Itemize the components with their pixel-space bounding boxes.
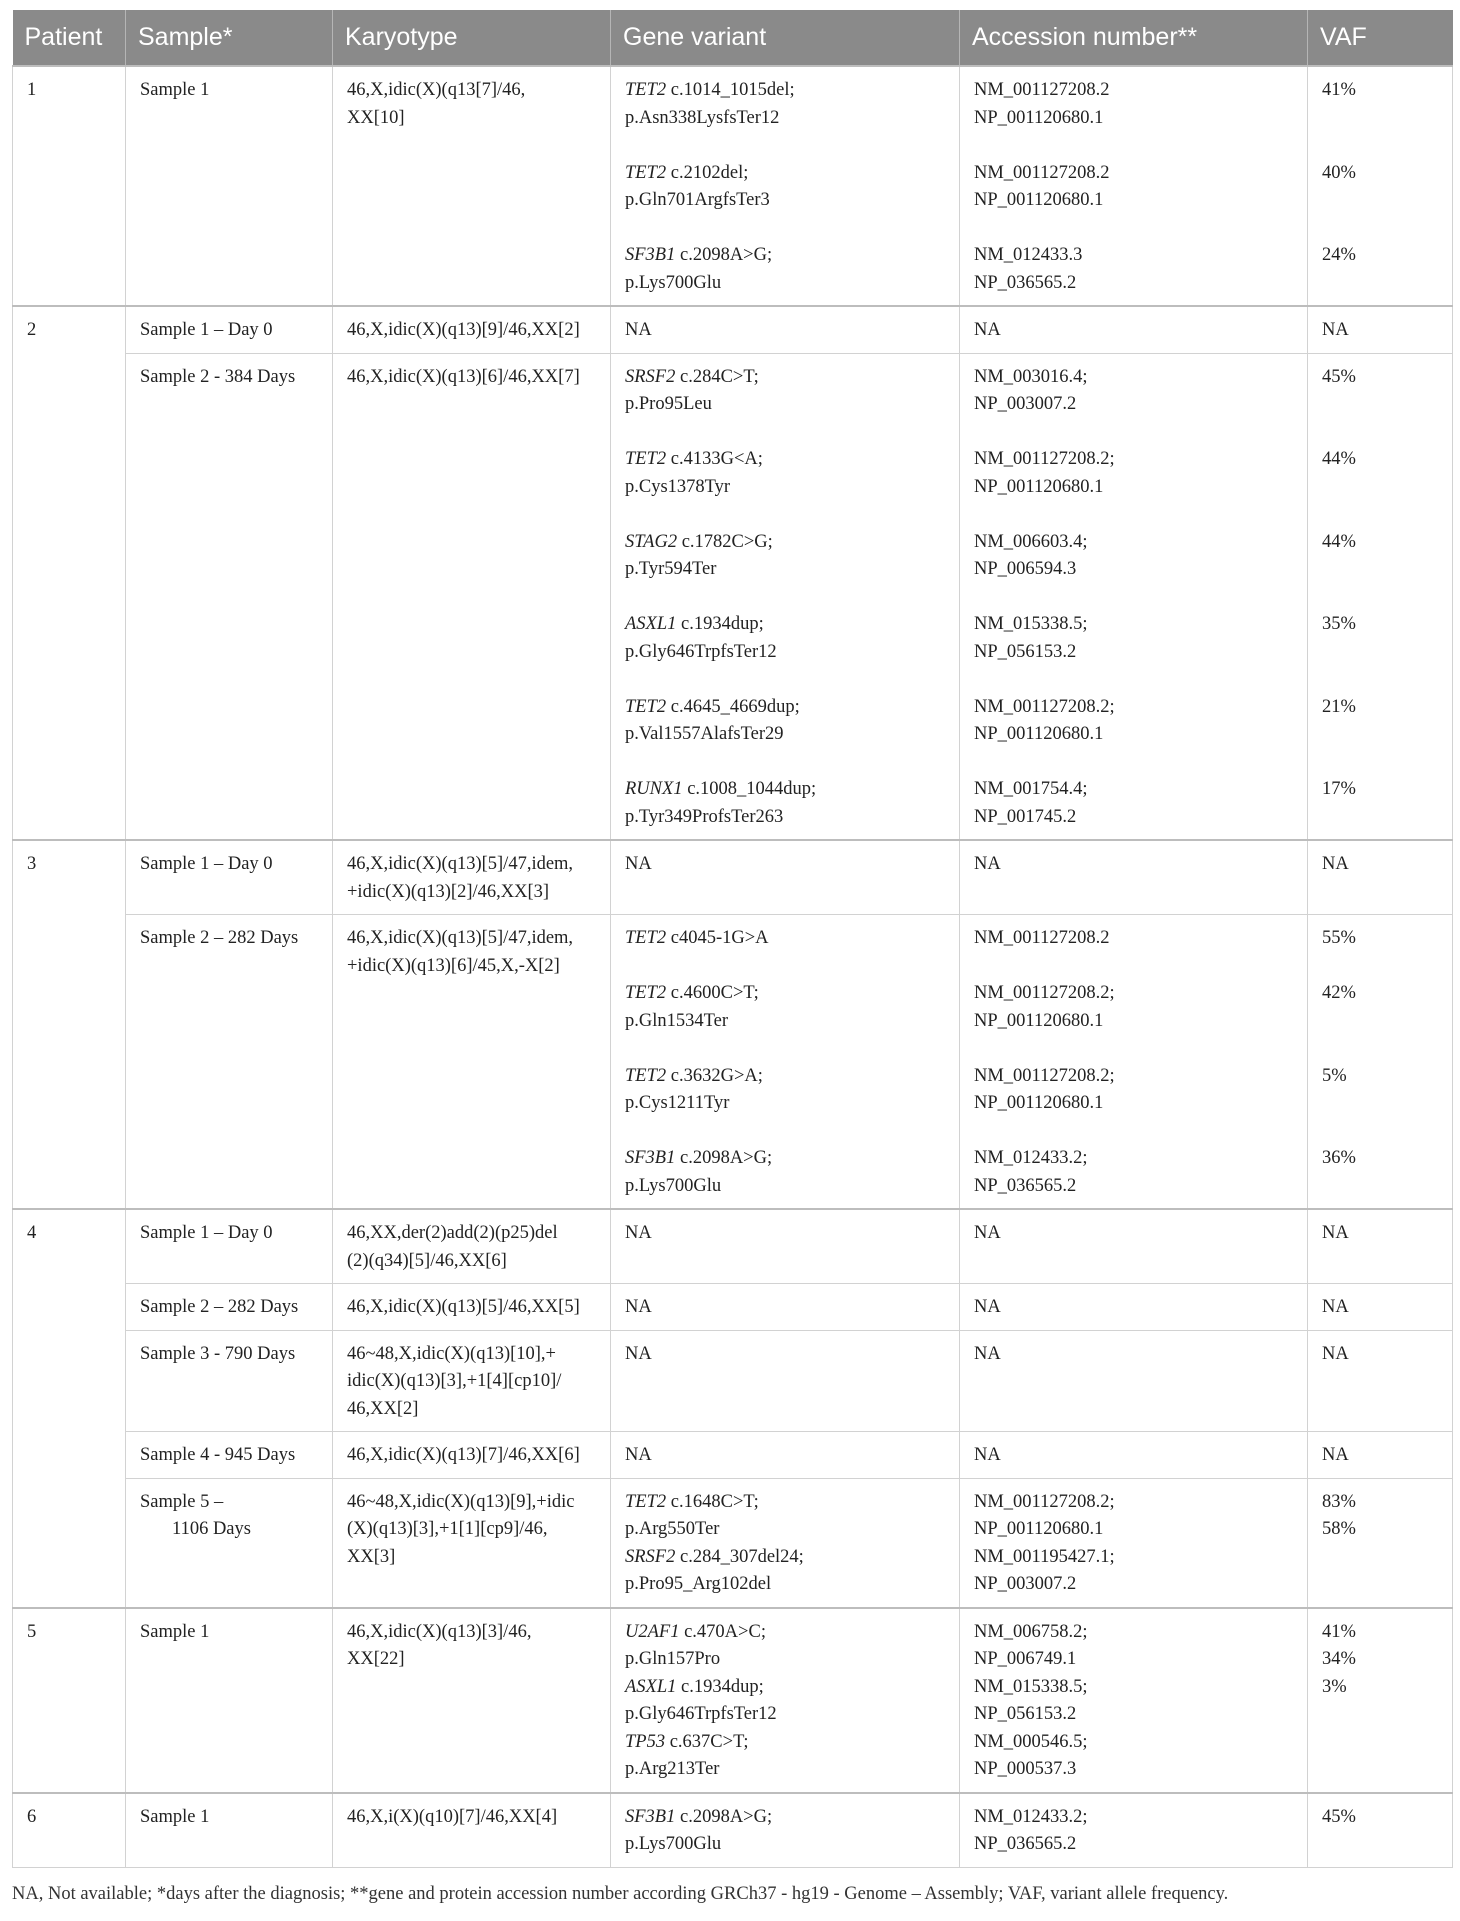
sample-cell: Sample 2 - 384 Days — [126, 353, 333, 840]
karyotype-cell: 46,X,idic(X)(q13[7]/46, XX[10] — [333, 66, 611, 306]
patient-id: 3 — [13, 840, 126, 1209]
patient-id: 4 — [13, 1209, 126, 1608]
accession-cell: NM_001127208.2; NP_001120680.1 NM_001195427.1; NP_003007.2 — [960, 1478, 1308, 1608]
table-row — [13, 1432, 1453, 1479]
patient-group-2 — [13, 306, 1453, 840]
table-row — [13, 1608, 1453, 1793]
gene-variant-cell: NA — [611, 306, 960, 353]
gene-variant-cell: NA — [611, 1209, 960, 1284]
karyotype-cell: 46,X,idic(X)(q13)[7]/46,XX[6] — [333, 1432, 611, 1479]
vaf-cell: NA — [1308, 1209, 1453, 1284]
accession-cell: NA — [960, 1330, 1308, 1432]
gene-name: SF3B1 — [625, 1148, 676, 1168]
vaf-cell: NA — [1308, 306, 1453, 353]
karyotype-cell: 46,X,i(X)(q10)[7]/46,XX[4] — [333, 1793, 611, 1868]
vaf-cell: 55% 42% 5% 36% — [1308, 915, 1453, 1210]
karyotype-cell: 46,X,idic(X)(q13)[3]/46, XX[22] — [333, 1608, 611, 1793]
karyotype-cell: 46,X,idic(X)(q13)[5]/47,idem, +idic(X)(q13)[2]/46,XX[3] — [333, 840, 611, 915]
accession-cell: NA — [960, 1284, 1308, 1331]
patient-group-6 — [13, 1793, 1453, 1868]
gene-name: ASXL1 — [625, 614, 677, 634]
vaf-cell: 83% 58% — [1308, 1478, 1453, 1608]
patient-id: 2 — [13, 306, 126, 840]
sample-cell: Sample 1 — [126, 1608, 333, 1793]
sample-cell: Sample 4 - 945 Days — [126, 1432, 333, 1479]
sample-cell: Sample 2 – 282 Days — [126, 915, 333, 1210]
table-row — [13, 306, 1453, 353]
gene-name: TET2 — [625, 983, 667, 1003]
table-row — [13, 1478, 1453, 1608]
sample-cell: Sample 1 – Day 0 — [126, 840, 333, 915]
accession-cell: NA — [960, 1209, 1308, 1284]
gene-variant-cell: SRSF2 c.284C>T; p.Pro95Leu TET2 c.4133G<A; p.Cys1378Tyr STAG2 c.1782C>G; p.Tyr594Ter ASXL1 c.1934dup; p.Gly646TrpfsTer12 TET2 c.4645_4669dup; p.Val1557AlafsTer29 RUNX1 c.1008_1044dup; p.Tyr349ProfsTer263 — [611, 353, 960, 840]
karyotype-cell: 46,X,idic(X)(q13)[9]/46,XX[2] — [333, 306, 611, 353]
header-patient: Patient — [13, 10, 126, 66]
accession-cell: NM_001127208.2 NM_001127208.2; NP_001120680.1 NM_001127208.2; NP_001120680.1 NM_012433.2; NP_036565.2 — [960, 915, 1308, 1210]
gene-variant-cell: TET2 c.1014_1015del; p.Asn338LysfsTer12 TET2 c.2102del; p.Gln701ArgfsTer3 SF3B1 c.2098A>G; p.Lys700Glu — [611, 66, 960, 306]
header-vaf: VAF — [1308, 10, 1453, 66]
table-footnote: NA, Not available; *days after the diagnosis; **gene and protein accession number according GRCh37 - hg19 - Genome – Assembly; VAF, variant allele frequency. — [12, 1884, 1229, 1904]
header-row — [13, 10, 1453, 66]
sample-cell: Sample 1 — [126, 66, 333, 306]
accession-cell: NM_003016.4; NP_003007.2 NM_001127208.2; NP_001120680.1 NM_006603.4; NP_006594.3 NM_015338.5; NP_056153.2 NM_001127208.2; NP_001120680.1 NM_001754.4; NP_001745.2 — [960, 353, 1308, 840]
karyotype-cell: 46,X,idic(X)(q13)[6]/46,XX[7] — [333, 353, 611, 840]
sample-cell: Sample 1 — [126, 1793, 333, 1868]
sample-cell: Sample 1 – Day 0 — [126, 1209, 333, 1284]
accession-cell: NM_001127208.2 NP_001120680.1 NM_001127208.2 NP_001120680.1 NM_012433.3 NP_036565.2 — [960, 66, 1308, 306]
table-row — [13, 915, 1453, 1210]
gene-variant-cell: SF3B1 c.2098A>G; p.Lys700Glu — [611, 1793, 960, 1868]
gene-variant-cell: NA — [611, 840, 960, 915]
karyotype-cell: 46,X,idic(X)(q13)[5]/46,XX[5] — [333, 1284, 611, 1331]
gene-variant-cell: TET2 c4045-1G>A TET2 c.4600C>T; p.Gln1534Ter TET2 c.3632G>A; p.Cys1211Tyr SF3B1 c.2098A>G; p.Lys700Glu — [611, 915, 960, 1210]
gene-variant-cell: U2AF1 c.470A>C; p.Gln157Pro ASXL1 c.1934dup; p.Gly646TrpfsTer12 TP53 c.637C>T; p.Arg213Ter — [611, 1608, 960, 1793]
vaf-cell: 41% 40% 24% — [1308, 66, 1453, 306]
gene-name: U2AF1 — [625, 1621, 680, 1642]
sample-cell: Sample 3 - 790 Days — [126, 1330, 333, 1432]
gene-name: SF3B1 — [625, 1806, 676, 1827]
gene-name: STAG2 — [625, 531, 678, 552]
gene-name: ASXL1 — [625, 1676, 677, 1697]
karyotype-cell: 46,XX,der(2)add(2)(p25)del (2)(q34)[5]/46,XX[6] — [333, 1209, 611, 1284]
patient-group-4 — [13, 1209, 1453, 1608]
accession-cell: NA — [960, 840, 1308, 915]
table-row — [13, 1793, 1453, 1868]
patient-group-5 — [13, 1608, 1453, 1793]
patient-group-1 — [13, 66, 1453, 306]
table-row — [13, 66, 1453, 306]
vaf-cell: NA — [1308, 1284, 1453, 1331]
accession-cell: NM_006758.2; NP_006749.1 NM_015338.5; NP_056153.2 NM_000546.5; NP_000537.3 — [960, 1608, 1308, 1793]
karyotype-cell: 46~48,X,idic(X)(q13)[9],+idic (X)(q13)[3],+1[1][cp9]/46, XX[3] — [333, 1478, 611, 1608]
gene-name: TET2 — [625, 449, 667, 469]
accession-cell: NM_012433.2; NP_036565.2 — [960, 1793, 1308, 1868]
sample-cell: Sample 1 – Day 0 — [126, 306, 333, 353]
gene-variant-cell: NA — [611, 1432, 960, 1479]
gene-name: SRSF2 — [625, 1546, 676, 1567]
patient-id: 1 — [13, 66, 126, 306]
table-container — [12, 10, 1452, 1868]
gene-name: TET2 — [625, 162, 667, 183]
accession-cell: NA — [960, 306, 1308, 353]
sample-cell: Sample 5 – 1106 Days — [126, 1478, 333, 1608]
table-row — [13, 353, 1453, 840]
vaf-cell: 45% — [1308, 1793, 1453, 1868]
patient-group-3 — [13, 840, 1453, 1209]
gene-variant-cell: TET2 c.1648C>T; p.Arg550Ter SRSF2 c.284_307del24; p.Pro95_Arg102del — [611, 1478, 960, 1608]
gene-name: RUNX1 — [625, 779, 683, 799]
gene-name: SF3B1 — [625, 245, 676, 265]
gene-name: TET2 — [625, 1491, 667, 1512]
header-sample: Sample* — [126, 10, 333, 66]
gene-name: TP53 — [625, 1731, 666, 1752]
header-karyotype: Karyotype — [333, 10, 611, 66]
gene-name: TET2 — [625, 696, 667, 717]
gene-name: TET2 — [625, 1065, 667, 1086]
patient-id: 6 — [13, 1793, 126, 1868]
vaf-cell: NA — [1308, 1432, 1453, 1479]
table-row — [13, 1209, 1453, 1284]
header-accession-number: Accession number** — [960, 10, 1308, 66]
gene-name: SRSF2 — [625, 366, 676, 387]
patient-id: 5 — [13, 1608, 126, 1793]
gene-variant-cell: NA — [611, 1330, 960, 1432]
karyotype-cell: 46,X,idic(X)(q13)[5]/47,idem, +idic(X)(q13)[6]/45,X,-X[2] — [333, 915, 611, 1210]
gene-name: TET2 — [625, 928, 667, 948]
table-row — [13, 840, 1453, 915]
patient-table — [12, 10, 1453, 1868]
accession-cell: NA — [960, 1432, 1308, 1479]
table-row — [13, 1284, 1453, 1331]
gene-name: TET2 — [625, 80, 667, 100]
header-gene-variant: Gene variant — [611, 10, 960, 66]
gene-variant-cell: NA — [611, 1284, 960, 1331]
vaf-cell: 45% 44% 44% 35% 21% 17% — [1308, 353, 1453, 840]
vaf-cell: 41% 34% 3% — [1308, 1608, 1453, 1793]
vaf-cell: NA — [1308, 1330, 1453, 1432]
vaf-cell: NA — [1308, 840, 1453, 915]
sample-cell: Sample 2 – 282 Days — [126, 1284, 333, 1331]
karyotype-cell: 46~48,X,idic(X)(q13)[10],+ idic(X)(q13)[3],+1[4][cp10]/ 46,XX[2] — [333, 1330, 611, 1432]
table-row — [13, 1330, 1453, 1432]
